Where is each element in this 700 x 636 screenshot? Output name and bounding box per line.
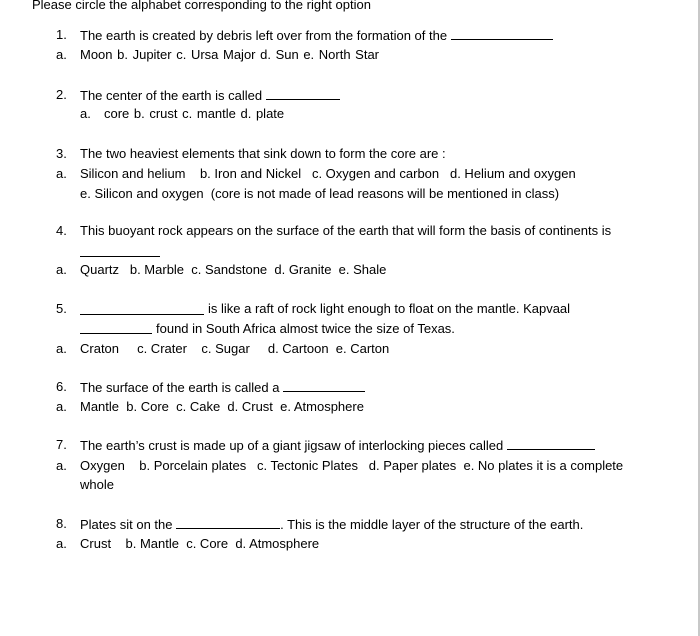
question-5-text: is like a raft of rock light enough to float on the mantle. Kapvaal <box>208 301 571 316</box>
question-1-option-letter: a. <box>56 47 67 62</box>
question-3-text: The two heaviest elements that sink down to form the core are : <box>80 146 446 161</box>
question-2-text: The center of the earth is called <box>80 87 340 104</box>
question-3-options-line2: e. Silicon and oxygen (core is not made of lead reasons will be mentioned in class) <box>80 186 560 201</box>
question-5-option-letter: a. <box>56 341 67 356</box>
question-2-options: core b. crust c. mantle d. plate <box>104 106 285 121</box>
answer-blank[interactable] <box>266 87 340 100</box>
question-8-options: Crust b. Mantle c. Core d. Atmosphere <box>80 536 320 551</box>
question-6-options: Mantle b. Core c. Cake d. Crust e. Atmosphere <box>80 399 364 414</box>
answer-blank[interactable] <box>283 379 365 392</box>
instruction-text: Please circle the alphabet corresponding to the right option <box>32 0 371 12</box>
question-6-option-letter: a. <box>56 399 67 414</box>
question-6-text: The surface of the earth is called a <box>80 379 365 396</box>
answer-blank[interactable] <box>80 244 160 257</box>
answer-blank[interactable] <box>507 437 595 450</box>
question-2-option-letter: a. <box>80 106 91 121</box>
answer-blank[interactable] <box>451 27 553 40</box>
question-7-text: The earth’s crust is made up of a giant jigsaw of interlocking pieces called <box>80 437 595 454</box>
question-5-number: 5. <box>56 301 67 316</box>
question-3-options: Silicon and helium b. Iron and Nickel c. Oxygen and carbon d. Helium and oxygen <box>80 166 576 181</box>
question-6-number: 6. <box>56 379 67 394</box>
answer-blank-2[interactable] <box>80 321 152 334</box>
question-3-option-letter: a. <box>56 166 67 181</box>
question-1-text: The earth is created by debris left over from the formation of the <box>80 27 553 44</box>
question-8-text: Plates sit on the . This is the middle layer of the structure of the earth. <box>80 517 584 532</box>
question-7-options: Oxygen b. Porcelain plates c. Tectonic Plates d. Paper plates e. No plates it is a complete <box>80 458 624 473</box>
question-3-number: 3. <box>56 146 67 161</box>
question-5-text-line2: found in South Africa almost twice the size of Texas. <box>156 321 455 336</box>
question-5-options: Craton c. Crater c. Sugar d. Cartoon e. Carton <box>80 341 390 356</box>
question-8-number: 8. <box>56 516 67 531</box>
question-2-number: 2. <box>56 87 67 102</box>
question-7-number: 7. <box>56 437 67 452</box>
question-4-option-letter: a. <box>56 262 67 277</box>
question-1-number: 1. <box>56 27 67 42</box>
question-7-option-letter: a. <box>56 458 67 473</box>
answer-blank[interactable] <box>176 516 280 529</box>
question-1-options: Moon b. Jupiter c. Ursa Major d. Sun e. North Star <box>80 47 380 62</box>
question-4-number: 4. <box>56 223 67 238</box>
question-4-text: This buoyant rock appears on the surface of the earth that will form the basis of continents is <box>80 223 612 238</box>
answer-blank[interactable] <box>80 302 204 315</box>
question-4-options: Quartz b. Marble c. Sandstone d. Granite e. Shale <box>80 262 387 277</box>
question-8-option-letter: a. <box>56 536 67 551</box>
question-7-options-line2: whole <box>80 477 114 492</box>
